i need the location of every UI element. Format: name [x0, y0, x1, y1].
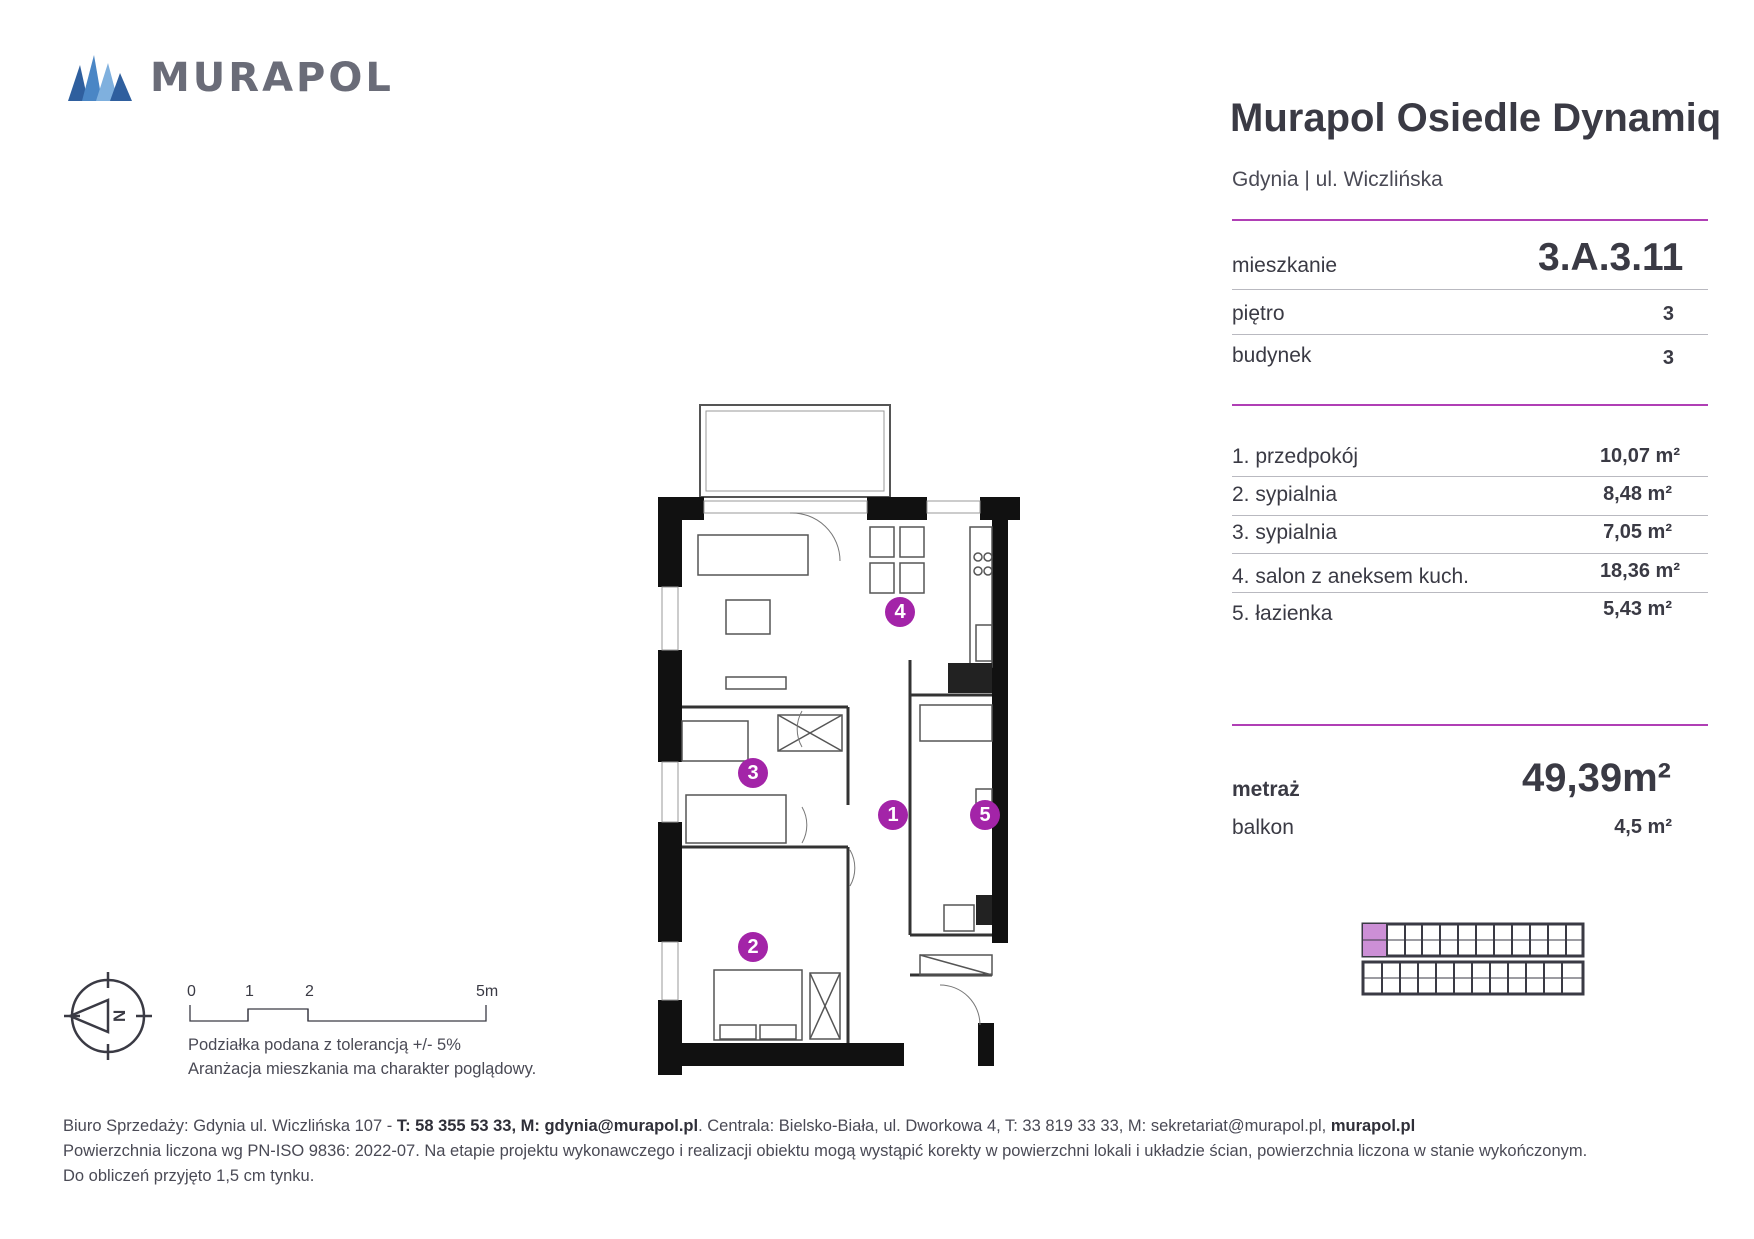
room-area: 7,05 m² [1603, 521, 1672, 543]
room-area: 18,36 m² [1599, 560, 1680, 582]
room-name: 4. salon z aneksem kuch. [1232, 565, 1469, 588]
project-location: Gdynia | ul. Wiczlińska [1232, 168, 1443, 191]
room-area: 5,43 m² [1603, 598, 1672, 620]
scale-tick-0: 0 [187, 983, 196, 1000]
scale-bar [188, 1003, 488, 1027]
divider [1232, 404, 1708, 406]
room-marker-1: 1 [878, 800, 908, 830]
building-label: budynek [1232, 344, 1312, 367]
room-name: 3. sypialnia [1232, 521, 1338, 544]
divider [1232, 724, 1708, 726]
building-key-plan [1360, 918, 1590, 1004]
footer [63, 1114, 1703, 1189]
divider [1232, 515, 1708, 516]
room-name: 5. łazienka [1232, 602, 1333, 625]
balcony-label: balkon [1232, 816, 1294, 839]
balcony [700, 405, 890, 497]
furniture [682, 527, 992, 1040]
divider [1232, 334, 1708, 335]
balcony-area: 4,5 m² [1614, 816, 1672, 838]
murapol-logo [68, 55, 394, 101]
compass-letter: N [110, 1009, 129, 1022]
website-link[interactable]: murapol.pl [1330, 1117, 1416, 1135]
arrangement-note: Aranżacja mieszkania ma charakter poglądowy. [188, 1060, 537, 1078]
total-area: 49,39m² [1522, 756, 1671, 800]
building-value: 3 [1662, 347, 1674, 369]
compass-icon [62, 970, 154, 1062]
room-area: 8,48 m² [1603, 483, 1672, 505]
floor-plan [630, 395, 1100, 1085]
room-marker-4: 4 [885, 597, 915, 627]
room-marker-3: 3 [738, 758, 768, 788]
scale-tick-2: 2 [305, 983, 314, 1000]
project-title: Murapol Osiedle Dynamiq [1230, 96, 1722, 140]
divider [1232, 592, 1708, 593]
brand-name: MURAPOL [150, 55, 394, 101]
divider [1232, 553, 1708, 554]
apartment-label: mieszkanie [1232, 254, 1338, 277]
scale-tick-5m: 5m [476, 983, 499, 1000]
room-name: 1. przedpokój [1232, 445, 1359, 468]
exterior-walls [658, 497, 1020, 1075]
room-marker-2: 2 [738, 932, 768, 962]
floor-value: 3 [1662, 303, 1674, 325]
divider [1232, 219, 1708, 221]
contact-highlight: T: 58 355 53 33, M: gdynia@murapol.pl [396, 1117, 699, 1135]
footer-line-1: Biuro Sprzedaży: Gdynia ul. Wiczlińska 107 - T: 58 355 53 33, M: gdynia@murapol.pl. Centrala: Bielsko-Biała, ul. Dworkowa 4, T: 33 819 33 33, M: sekretariat@murapol.pl, murapol.pl [63, 1117, 1416, 1135]
footer-line-2: Powierzchnia liczona wg PN-ISO 9836: 2022-07. Na etapie projektu wykonawczego i realizacji obiektu mogą wystąpić korekty w powierzchni lokali i układzie ścian, powierzchnia liczona w stanie wykończonym. [63, 1142, 1588, 1160]
divider [1232, 289, 1708, 290]
footer-line-3: Do obliczeń przyjęto 1,5 cm tynku. [63, 1167, 315, 1185]
room-name: 2. sypialnia [1232, 483, 1338, 506]
floor-label: piętro [1232, 302, 1285, 325]
scale-tick-1: 1 [245, 983, 254, 1000]
apartment-number: 3.A.3.11 [1538, 236, 1684, 279]
room-area: 10,07 m² [1599, 445, 1680, 467]
room-marker-5: 5 [970, 800, 1000, 830]
murapol-logo-icon [68, 55, 132, 101]
divider [1232, 476, 1708, 477]
tolerance-note: Podziałka podana z tolerancją +/- 5% [188, 1036, 461, 1054]
area-label: metraż [1232, 778, 1300, 801]
